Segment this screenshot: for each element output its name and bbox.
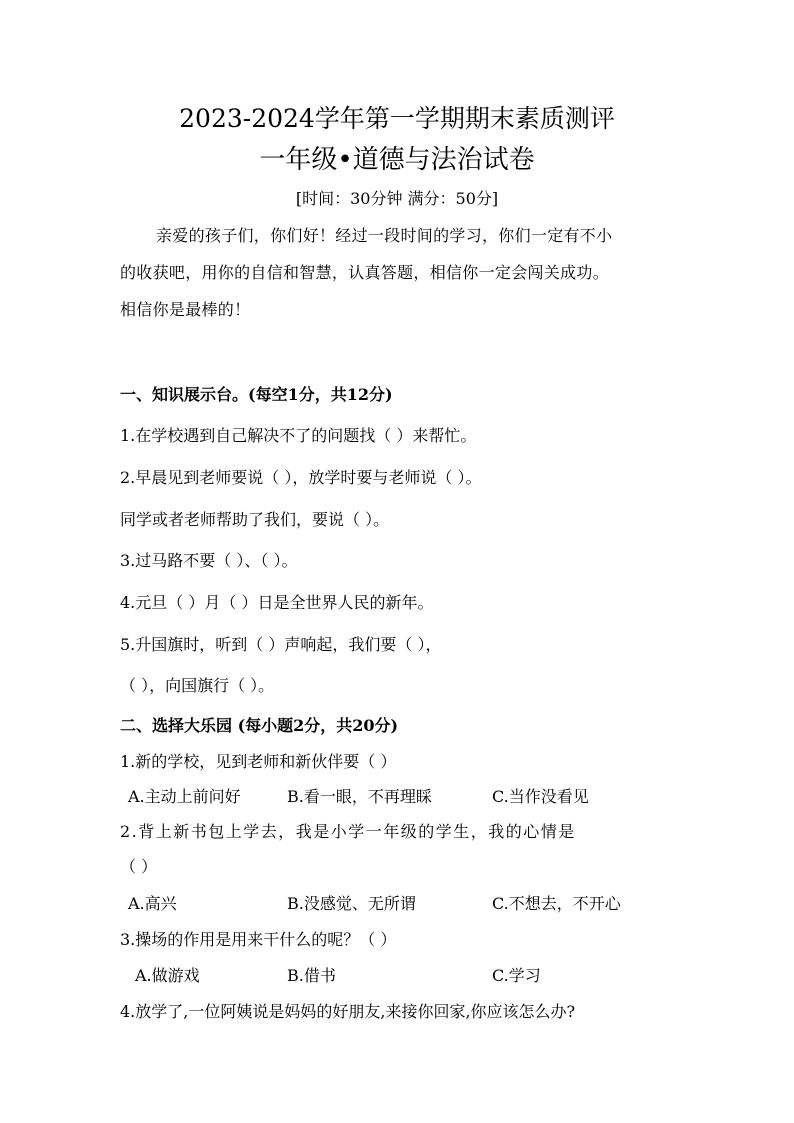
- s2-q2-stem: 2.背上新书包上学去，我是小学一年级的学生，我的心情是: [120, 822, 576, 841]
- s2-q3-stem: 3.操场的作用是用来干什么的呢？（ ）: [120, 930, 397, 949]
- s2-q2-option-a: A.高兴: [128, 894, 177, 913]
- section-2-heading: 二、选择大乐园 (每小题2分，共20分): [120, 716, 399, 735]
- s2-q2-option-c: C.不想去，不开心: [492, 894, 621, 913]
- s2-q3-option-c: C.学习: [492, 966, 541, 985]
- s2-q4-stem: 4.放学了,一位阿姨说是妈妈的好朋友,来接你回家,你应该怎么办?: [120, 1002, 576, 1021]
- s1-q4: 4.元旦（ ）月（ ）日是全世界人民的新年。: [120, 593, 434, 612]
- s2-q2-stem-cont: （ ）: [120, 857, 158, 876]
- s2-q1-stem: 1.新的学校，见到老师和新伙伴要（ ）: [120, 752, 397, 771]
- s1-q5: 5.升国旗时，听到（ ）声响起，我们要（ ），: [120, 635, 442, 654]
- intro-line-3: 相信你是最棒的！: [120, 300, 251, 319]
- exam-subtitle: 一年级•道德与法治试卷: [259, 145, 535, 175]
- s2-q3-option-a: A.做游戏: [135, 966, 200, 985]
- s2-q2-option-b: B.没感觉、无所谓: [287, 894, 416, 913]
- s2-q1-option-a: A.主动上前问好: [128, 787, 241, 806]
- exam-info: [时间：30分钟 满分：50分]: [295, 189, 499, 208]
- section-1-heading: 一、知识展示台。(每空1分，共12分): [120, 385, 393, 404]
- s2-q3-option-b: B.借书: [287, 966, 336, 985]
- s1-q1: 1.在学校遇到自己解决不了的问题找（ ）来帮忙。: [120, 426, 477, 445]
- s2-q1-option-c: C.当作没看见: [492, 787, 589, 806]
- s1-q3: 3.过马路不要（ ）、（ ）。: [120, 551, 298, 570]
- s2-q1-option-b: B.看一眼，不再理睬: [287, 787, 432, 806]
- s1-q5-cont: （ ），向国旗行（ ）。: [120, 676, 275, 695]
- s1-q2: 2.早晨见到老师要说（ ），放学时要与老师说（ ）。: [120, 468, 482, 487]
- intro-line-2: 的收获吧，用你的自信和智慧，认真答题，相信你一定会闯关成功。: [120, 263, 610, 282]
- s1-q2-cont: 同学或者老师帮助了我们，要说（ ）。: [120, 510, 390, 529]
- exam-title: 2023-2024学年第一学期期末素质测评: [179, 104, 615, 133]
- intro-line-1: 亲爱的孩子们，你们好！经过一段时间的学习，你们一定有不小: [156, 226, 613, 245]
